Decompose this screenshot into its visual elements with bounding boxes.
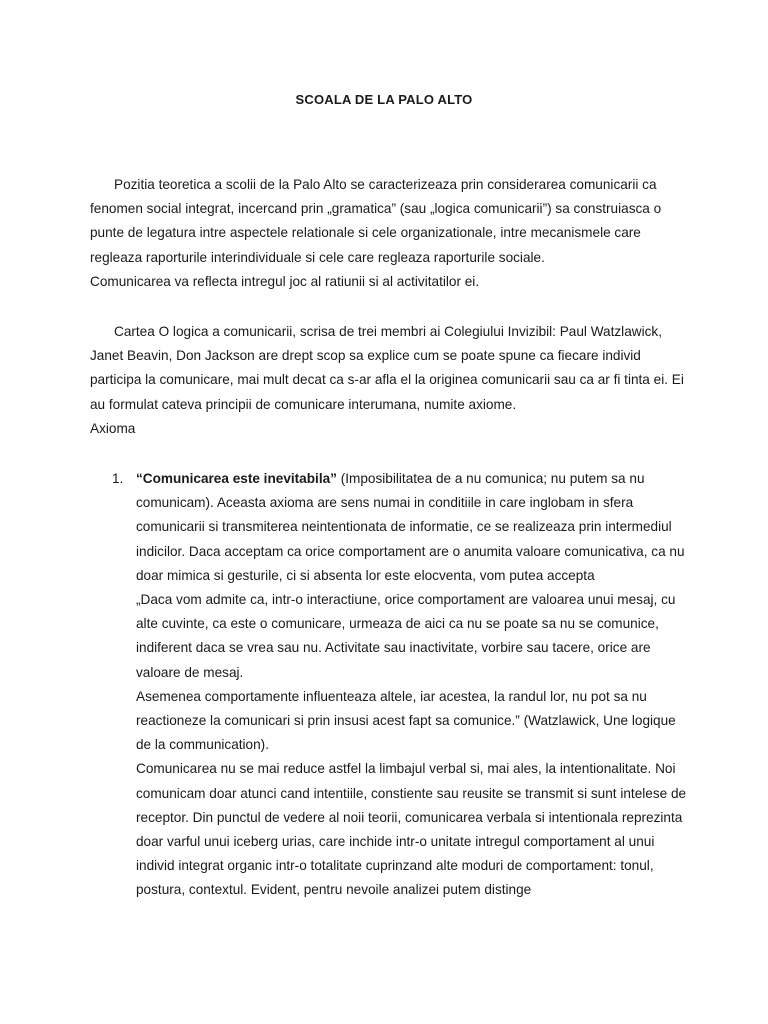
axiom-1-quote-2: Asemenea comportamente influenteaza altele, iar acestea, la randul lor, nu pot sa nu reactioneze la comunicari si prin insusi acest fapt sa comunice.” (Watzlawick, Une logique de la communication). bbox=[136, 688, 676, 753]
axiom-label: Axioma bbox=[90, 420, 136, 436]
axiom-1-explanation: Comunicarea nu se mai reduce astfel la limbajul verbal si, mai ales, la intentionalitate. Noi comunicam doar atunci cand intentiile, constiente sau reusite se transmit si sunt intelese de receptor. Din punctul de vedere al noii teorii, comunicarea verbala si intentionala reprezinta doar varful unui iceberg urias, care inchide intr-o unitate intregul comportament al unui individ integrat organic intr-o totalitate cuprinzand alte moduri de comportament: tonul, postura, contextul. Evident, pentru nevoile analizei putem distinge bbox=[136, 761, 687, 898]
axiom-1-quote-1: „Daca vom admite ca, intr-o interactiune, orice comportament are valoarea unui mesaj, cu alte cuvinte, ca este o comunicare, urmeaza de aici ca nu se poate sa nu se comunice, indiferent daca se vrea sau nu. Activitate sau inactivitate, vorbire sau tacere, orice are valoare de mesaj. bbox=[136, 592, 676, 680]
document-title: SCOALA DE LA PALO ALTO bbox=[295, 92, 473, 107]
list-number: 1. bbox=[112, 471, 124, 486]
axiom-list bbox=[90, 467, 690, 903]
intro-conclusion: Comunicarea va reflecta intregul joc al ratiunii si al activitatilor ei. bbox=[90, 273, 480, 289]
book-text: Cartea O logica a comunicarii, scrisa de trei membri ai Colegiului Invizibil: Paul Watzlawick, Janet Beavin, Don Jackson are drept scop sa explice cum se poate spune ca fiecare individ participa la comunicare, mai mult decat ca s-ar afla el la originea comunicarii sau ca ar fi tinta ei. Ei au formulat cateva principii de comunicare interumana, numite axiome. bbox=[90, 324, 684, 412]
axiom-1-title: “Comunicarea este inevitabila” bbox=[136, 471, 337, 486]
intro-text: Pozitia teoretica a scolii de la Palo Alto se caracterizeaza prin considerarea comunicarii ca fenomen social integrat, incercand prin „gramatica” (sau „logica comunicarii”) sa construiasca o punte de legatura intre aspectele relationale si cele organizationale, intre mecanismele care regleaza raporturile interindividuale si cele care regleaza raporturile sociale. bbox=[90, 177, 662, 265]
intro-paragraph bbox=[90, 173, 690, 294]
book-paragraph bbox=[90, 320, 690, 441]
list-item bbox=[90, 467, 690, 903]
axiom-1-body bbox=[136, 467, 690, 588]
axiom-1-text: (Imposibilitatea de a nu comunica; nu putem sa nu comunicam). Aceasta axioma are sens numai in conditiile in care inglobam in sfera comunicarii si transmiterea neintentionata de informatie, ce se realizeaza prin intermediul indicilor. Daca acceptam ca orice comportament are o anumita valoare comunicativa, ca nu doar mimica si gesturile, ci si absenta lor este elocventa, vom putea accepta bbox=[136, 471, 685, 583]
